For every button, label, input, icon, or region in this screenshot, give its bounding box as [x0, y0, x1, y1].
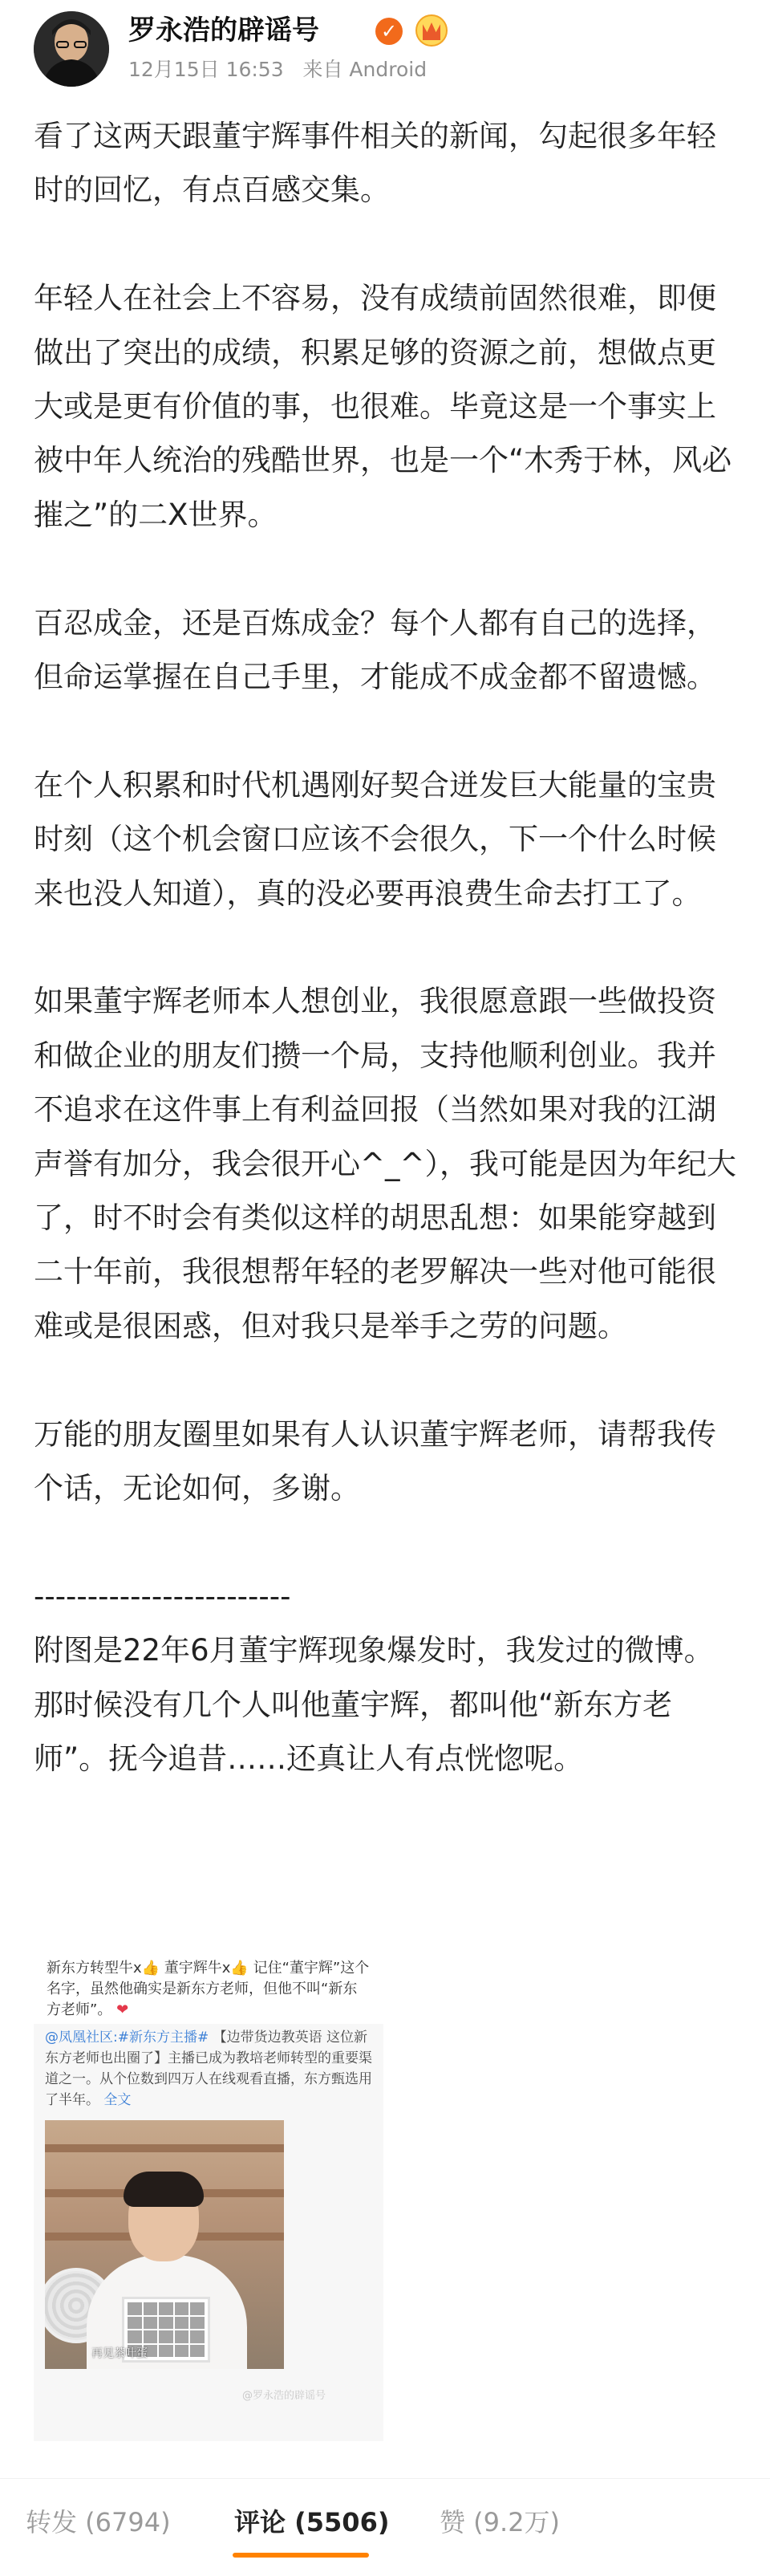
- post-paragraph: 在个人积累和时代机遇刚好契合迸发巨大能量的宝贵时刻（这个机会窗口应该不会很久，下一个什么时候来也没人知道），真的没必要再浪费生命去打工了。: [34, 767, 716, 911]
- like-button[interactable]: 赞 (9.2万): [440, 2507, 561, 2537]
- author-name[interactable]: 罗永浩的辟谣号: [128, 14, 319, 47]
- author-avatar[interactable]: [34, 11, 109, 87]
- quoted-tag: @凤凰社区:#新东方主播#: [45, 2030, 209, 2046]
- post-paragraph: 百忍成金，还是百炼成金？每个人都有自己的选择，但命运掌握在自己手里，才能成不成金都不留遗憾。: [34, 605, 716, 695]
- full-text-link[interactable]: 全文: [103, 2092, 132, 2108]
- person-hair: [124, 2172, 204, 2207]
- active-tab-indicator: [233, 2553, 369, 2558]
- attached-image[interactable]: [34, 1947, 383, 2441]
- post-paragraph: 年轻人在社会上不容易，没有成绩前固然很难，即便做出了突出的成绩，积累足够的资源之前，想做点更大或是更有价值的事，也很难。毕竟这是一个事实上被中年人统治的残酷世界，也是一个“木秀于林，风必摧之”的二X世界。: [34, 281, 732, 532]
- verified-badge-icon: ✓: [375, 18, 403, 45]
- post-meta: [128, 56, 427, 83]
- attached-main-text: 新东方转型牛x👍 董宇辉牛x👍 记住“董宇辉”这个名字，虽然他确实是新东方老师，但他不叫“新东方老师”。: [47, 1960, 370, 2018]
- avatar-image-icon: [34, 11, 109, 87]
- post-paragraph: 如果董宇辉老师本人想创业，我很愿意跟一些做投资和做企业的朋友们攒一个局，支持他顺利创业。我并不追求在这件事上有利益回报（当然如果对我的江湖声誉有加分，我会很开心^_^），我可能是因为年纪大了，时不时会有类似这样的胡思乱想：如果能穿越到二十年前，我很想帮年轻的老罗解决一些对他可能很难或是很困惑，但对我只是举手之劳的问题。: [34, 984, 737, 1343]
- crown-badge-icon: [415, 14, 448, 47]
- quoted-text: 【边带货边教英语 这位新东方老师也出圈了】主播已成为教培老师转型的重要渠道之一。从个位数到四万人在线观看直播，东方甄选用了半年。: [45, 2030, 372, 2108]
- heart-icon: ❤: [116, 2001, 129, 2018]
- post-paragraph: 看了这两天跟董宇辉事件相关的新闻，勾起很多年轻时的回忆，有点百感交集。: [34, 119, 716, 208]
- post-source: 来自 Android: [302, 58, 428, 81]
- repost-button[interactable]: 转发 (6794): [26, 2507, 171, 2537]
- attached-photo: [45, 2120, 284, 2369]
- post-header: [0, 0, 770, 96]
- photo-caption: 再见茶叶蛋: [91, 2347, 148, 2360]
- post-content: [34, 109, 736, 1786]
- image-watermark: @罗永浩的辟谣号: [242, 2390, 326, 2402]
- post-time: 12月15日 16:53: [128, 58, 284, 81]
- separator-line: ------------------------: [34, 1579, 291, 1614]
- appendix-paragraph: 附图是22年6月董宇辉现象爆发时，我发过的微博。那时候没有几个人叫他董宇辉，都叫他“新东方老师”。抚今追昔……还真让人有点恍惚呢。: [34, 1633, 714, 1777]
- quoted-post-block: [45, 2027, 372, 2111]
- action-bar: [0, 2478, 770, 2576]
- post-paragraph: 万能的朋友圈里如果有人认识董宇辉老师，请帮我传个话，无论如何，多谢。: [34, 1416, 716, 1506]
- comment-button[interactable]: 评论 (5506): [234, 2507, 390, 2537]
- attached-top-text: [34, 1947, 383, 2024]
